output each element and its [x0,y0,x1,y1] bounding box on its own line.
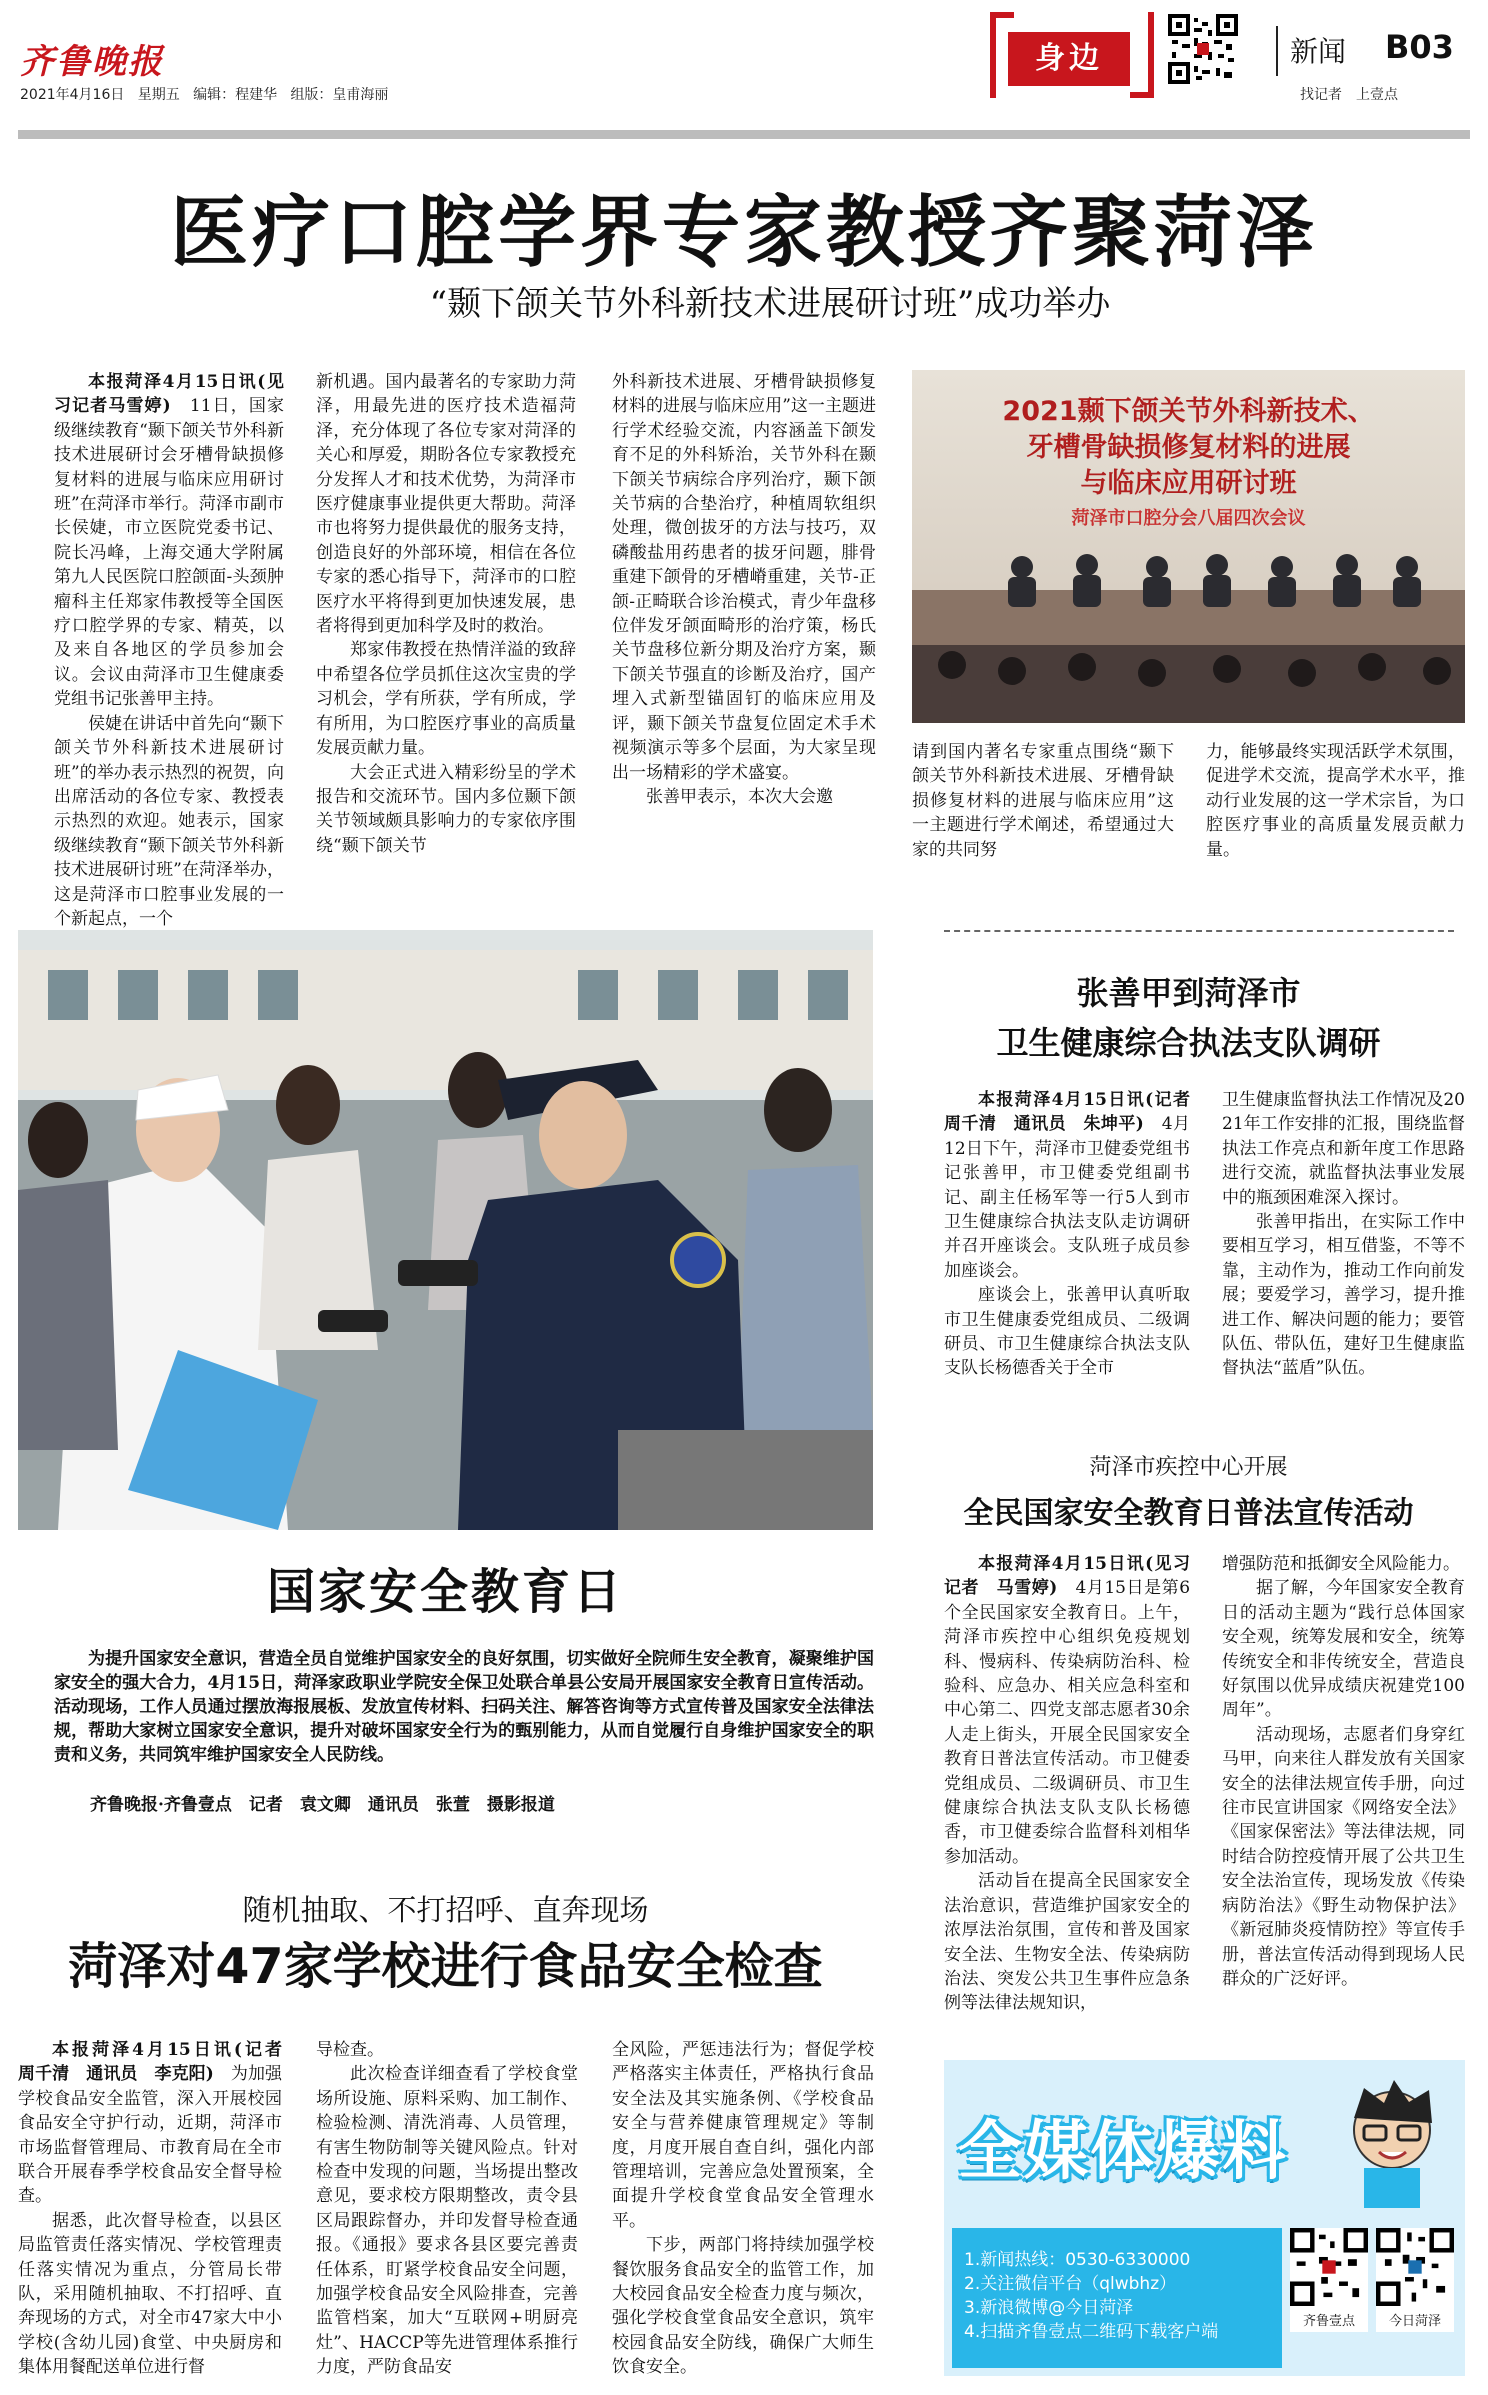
ad-qr-label-2: 今日菏泽 [1388,2314,1441,2329]
zhang-column-1 [944,1088,1207,1381]
food-story-kicker: 随机抽取、不打招呼、直奔现场 [242,1893,649,1927]
conference-photo [912,370,1465,723]
cdc-col1-text: 4月15日是第6个全民国家安全教育日。上午，菏泽市疾控中心组织免疫规划科、慢病科、传染病防治科、检验科、应急办、相关应急科室和中心第二、四党支部志愿者30余人走上街头，开展全民国家安全教育日普法宣传活动。市卫健委党组成员、二级调研员、市卫生健康综合执法支队支队长杨德香，市卫健委综合监督科刘相华参加活动。 [944,1578,1191,1867]
issue-editor: 编辑：程建华 [193,87,278,103]
conference-attendees [912,545,1465,723]
masthead-divider [1276,26,1278,76]
food-col1-para2: 据悉，此次督导检查，以县区局监管责任落实情况、学校管理责任落实情况为重点，分管局长带队，采用随机抽取、不打招呼、直奔现场的方式，对全市47家大中小学校(含幼儿园)食堂、中央厨房和集体用餐配送单位进行督 [18,2210,282,2378]
tipline-info [964,2248,1218,2344]
cdc-column-2 [1222,1552,1465,1991]
tipline-ad [944,2060,1465,2376]
paper-logo: 齐鲁晚报 [20,42,164,82]
food-column-3 [612,2038,874,2380]
lead-column-2 [316,370,576,858]
reporter-mascot [1334,2068,1454,2208]
lead-col4-text: 请到国内著名专家重点围绕“颞下颌关节外科新技术进展、牙槽骨缺损修复材料的进展与临床应用”这一主题进行学术阐述，希望通过大家的共同努 [912,742,1174,860]
security-day-scene [18,930,873,1530]
lead-column-3 [612,370,876,809]
lead-col1-para2: 侯婕在讲话中首先向“颞下颌关节外科新技术进展研讨班”的举办表示热烈的祝贺，向出席活动的各位专家、教授表示热烈的欢迎。她表示，国家级继续教育“颞下颌关节外科新技术进展研讨班”在菏泽举办，这是菏泽市口腔事业发展的一个新起点，一个 [54,713,284,929]
photo-story-title: 国家安全教育日 [266,1564,624,1620]
masthead [0,0,1488,135]
ad-qr-label-1: 齐鲁壹点 [1302,2314,1355,2329]
cdc-story-title: 全民国家安全教育日普法宣传活动 [963,1496,1414,1531]
lead-headline: 医疗口腔学界专家教授齐聚菏泽 [169,188,1318,278]
section-tag: 身边 [1008,32,1130,86]
cdc-column-1 [944,1552,1190,2016]
masthead-rule [18,130,1470,139]
food-dateline: 本报菏泽4月15日讯(记者 周千清 通讯员 李克阳) [18,2040,299,2085]
lead-col2-text: 新机遇。国内最著名的专家助力菏泽，用最先进的医疗技术造福菏泽，充分体现了各位专家对菏泽的关心和厚爱，期盼各位专家教授充分发挥人才和技术优势，为菏泽市医疗健康事业提供更大帮助。菏泽市也将努力提供最优的服务支持，创造良好的外部环境，相信在各位专家的悉心指导下，菏泽市的口腔医疗水平将得到更加快速发展，患者将得到更加科学及时的救治。 [316,372,576,637]
food-col1-text: 为加强学校食品安全监管，深入开展校园食品安全守护行动，近期，菏泽市市场监督管理局、市教育局在全市联合开展春季学校食品安全督导检查。 [18,2064,283,2207]
issue-date: 2021年4月16日 [20,87,125,103]
zhang-col2-text: 卫生健康监督执法工作情况及2021年工作安排的汇报，围绕监督执法工作亮点和新年度工作思路进行交流，就监督执法事业发展中的瓶颈困难深入探讨。 [1222,1090,1465,1208]
food-column-2 [316,2038,578,2380]
tipline-app: 4.扫描齐鲁壹点二维码下载客户端 [964,2322,1219,2342]
food-story-title: 菏泽对47家学校进行食品安全检查 [68,1938,823,1995]
ad-qr-code-2 [1376,2228,1454,2332]
zhang-col2-para2: 张善甲指出，在实际工作中要相互学习，相互借鉴，不等不靠，主动作为，推动工作向前发展；要爱学习，善学习，提升推进工作、解决问题的能力；要管队伍、带队伍，建好卫生健康监督执法“蓝盾”队伍。 [1222,1212,1465,1379]
photo-story-caption-text: 为提升国家安全意识，营造全员自觉维护国家安全的良好氛围，切实做好全院师生安全教育，凝聚维护国家安全的强大合力，4月15日，菏泽家政职业学院安全保卫处联合单县公安局开展国家安全教育日宣传活动。活动现场，工作人员通过摆放海报展板、发放宣传材料、扫码关注、解答咨询等方式宣传普及国家安全法律法规，帮助大家树立国家安全意识，提升对破坏国家安全行为的甄别能力，从而自觉履行自身维护国家安全的职责和义务，共同筑牢维护国家安全人民防线。 [54,1649,874,1765]
zhang-dateline: 本报菏泽4月15日讯(记者 周千清 通讯员 朱坤平) [944,1090,1207,1135]
security-day-photo [18,930,873,1530]
lead-col3-text: 外科新技术进展、牙槽骨缺损修复材料的进展与临床应用”这一主题进行学术经验交流，内容涵盖下颌发育不足的外科矫治，关节外科在颞下颌关节病综合序列治疗，颞下颌关节病的合垫治疗，种植周软组织处理，微创拔牙的方法与技巧，双磷酸盐用药患者的拔牙问题，腓骨重建下颌骨的牙槽嵴重建，关节-正颌-正畸联合诊治模式，青少年盘移位伴发牙颌面畸形的治疗策，杨氏关节盘移位新分期及治疗方案，颞下颌关节强直的诊断及治疗，国产埋入式新型锚固钉的临床应用及评，颞下颌关节盘复位固定术手术视频演示等多个层面，为大家呈现出一场精彩的学术盛宴。 [612,372,876,783]
lead-col5-text: 力，能够最终实现活跃学术氛围，促进学术交流，提高学术水平，推动行业发展的这一学术宗旨，为口腔医疗事业的高质量发展贡献力量。 [1206,742,1465,860]
lead-column-1 [54,370,284,931]
zhang-col1-text: 4月12日下午，菏泽市卫健委党组书记张善甲，市卫健委党组副书记、副主任杨军等一行5人到市卫生健康综合执法支队走访调研并召开座谈会。支队班子成员参加座谈会。 [944,1114,1190,1281]
banner-line-4: 菏泽市口腔分会八届四次会议 [1071,508,1306,529]
food-col2-para2: 此次检查详细查看了学校食堂场所设施、原料采购、加工制作、检验检测、清洗消毒、人员管理，有害生物防制等关键风险点。针对检查中发现的问题，当场提出整改意见，要求校方限期整改，责令县区局跟踪督办，并印发督导检查通报。《通报》要求各县区要完善责任体系，盯紧学校食品安全问题，加强学校食品安全风险排查，完善监管档案，加大“互联网+明厨亮灶”、HACCP等先进管理体系推行力度，严防食品安 [316,2064,578,2378]
lead-dateline: 本报菏泽4月15日讯(见习记者马雪婷) [54,372,284,417]
cdc-col2-para2: 据了解，今年国家安全教育日的活动主题为“践行总体国家安全观，统筹发展和安全，统筹传统安全和非传统安全，营造良好氛围以优异成绩庆祝建党100周年”。 [1222,1578,1465,1721]
lead-col3-para2: 张善甲表示，本次大会邀 [646,786,833,807]
tipline-hotline: 1.新闻热线：0530-6330000 [964,2250,1191,2270]
page-category: 新闻 [1290,35,1347,68]
lead-col2-para3: 大会正式进入精彩纷呈的学术报告和交流环节。国内多位颞下颌关节领域颇具影响力的专家依序围绕“颞下颌关节 [316,762,576,856]
tipline-wechat: 2.关注微信平台（qlwbhz） [964,2274,1177,2294]
food-col3-text: 全风险，严惩违法行为；督促学校严格落实主体责任，严格执行食品安全法及其实施条例、《学校食品安全与营养健康管理规定》等制度，月度开展自查自纠，强化内部管理培训，完善应急处置预案，全面提升学校食堂食品安全管理水平。 [612,2040,874,2231]
zhang-title-line-2: 卫生健康综合执法支队调研 [996,1024,1381,1062]
lead-subhead: “颞下颌关节外科新技术进展研讨班”成功举办 [429,284,1111,324]
conference-banner-text [912,394,1465,536]
zhang-column-2 [1222,1088,1465,1381]
food-column-1 [18,2038,299,2380]
cdc-story-kicker: 菏泽市疾控中心开展 [1089,1455,1288,1480]
lead-col1-text: 11日，国家级继续教育“颞下颌关节外科新技术进展研讨会牙槽骨缺损修复材料的进展与临床应用研讨班”在菏泽市举行。菏泽市副市长侯婕，市立医院党委书记、院长冯峰，上海交通大学附属第九人民医院口腔颌面-头颈肿瘤科主任郑家伟教授等全国医疗口腔学界的专家、精英，以及来自各地区的学员参加会议。会议由菏泽市卫生健康委党组书记张善甲主持。 [54,396,284,710]
masthead-qr-code [1168,14,1238,84]
cdc-col2-text: 增强防范和抵御安全风险能力。 [1222,1554,1460,1574]
lead-column-4 [912,740,1174,862]
lead-column-5 [1206,740,1465,862]
photo-story-credit: 齐鲁晚报·齐鲁壹点 记者 袁文卿 通讯员 张萱 摄影报道 [90,1795,555,1815]
page-slogan: 找记者 上壹点 [1300,87,1398,103]
cdc-dateline: 本报菏泽4月15日讯(见习记者 马雪婷) [944,1554,1190,1599]
cdc-col1-para2: 活动旨在提高全民国家安全法治意识，营造维护国家安全的浓厚法治氛围，宣传和普及国家安全法、生物安全法、传染病防治法、突发公共卫生事件应急条例等法律法规知识， [944,1871,1190,2014]
right-dashed-rule [944,930,1454,932]
zhang-title-line-1: 张善甲到菏泽市 [1076,974,1301,1012]
ad-qr-code-1 [1290,2228,1368,2332]
cdc-col2-para3: 活动现场，志愿者们身穿红马甲，向来往人群发放有关国家安全的法律法规宣传手册，向过往市民宣讲国家《网络安全法》《国家保密法》等法律法规，同时结合防控疫情开展了公共卫生安全法治宣传，现场发放《传染病防治法》《野生动物保护法》《新冠肺炎疫情防控》等宣传手册，普法宣传活动得到现场人民群众的广泛好评。 [1222,1724,1465,1989]
issue-weekday: 星期五 [137,87,180,103]
page-number: B03 [1385,28,1454,66]
food-col3-para2: 下步，两部门将持续加强学校餐饮服务食品安全的监管工作，加大校园食品安全检查力度与频次，强化学校食堂食品安全意识，筑牢校园食品安全防线，确保广大师生饮食安全。 [612,2235,874,2378]
lead-col2-para2: 郑家伟教授在热情洋溢的致辞中希望各位学员抓住这次宝贵的学习机会，学有所获，学有所成，学有所用，为口腔医疗事业的高质量发展贡献力量。 [316,640,576,759]
tipline-ad-title: 全媒体爆料 [958,2115,1288,2189]
food-col2-text: 导检查。 [316,2040,384,2060]
tipline-weibo: 3.新浪微博@今日菏泽 [964,2298,1134,2318]
banner-line-2: 牙槽骨缺损修复材料的进展 [1026,432,1351,463]
zhang-col1-para2: 座谈会上，张善甲认真听取市卫生健康委党组成员、二级调研员、市卫生健康综合执法支队支队长杨德香关于全市 [944,1285,1190,1379]
issue-layout: 组版：皇甫海丽 [290,87,389,103]
section-tag-frame-right [1130,12,1154,98]
banner-line-3: 与临床应用研讨班 [1080,468,1297,499]
issue-info [20,84,388,104]
photo-story-caption [54,1647,874,1767]
banner-line-1: 2021颞下颌关节外科新技术、 [1002,396,1375,427]
